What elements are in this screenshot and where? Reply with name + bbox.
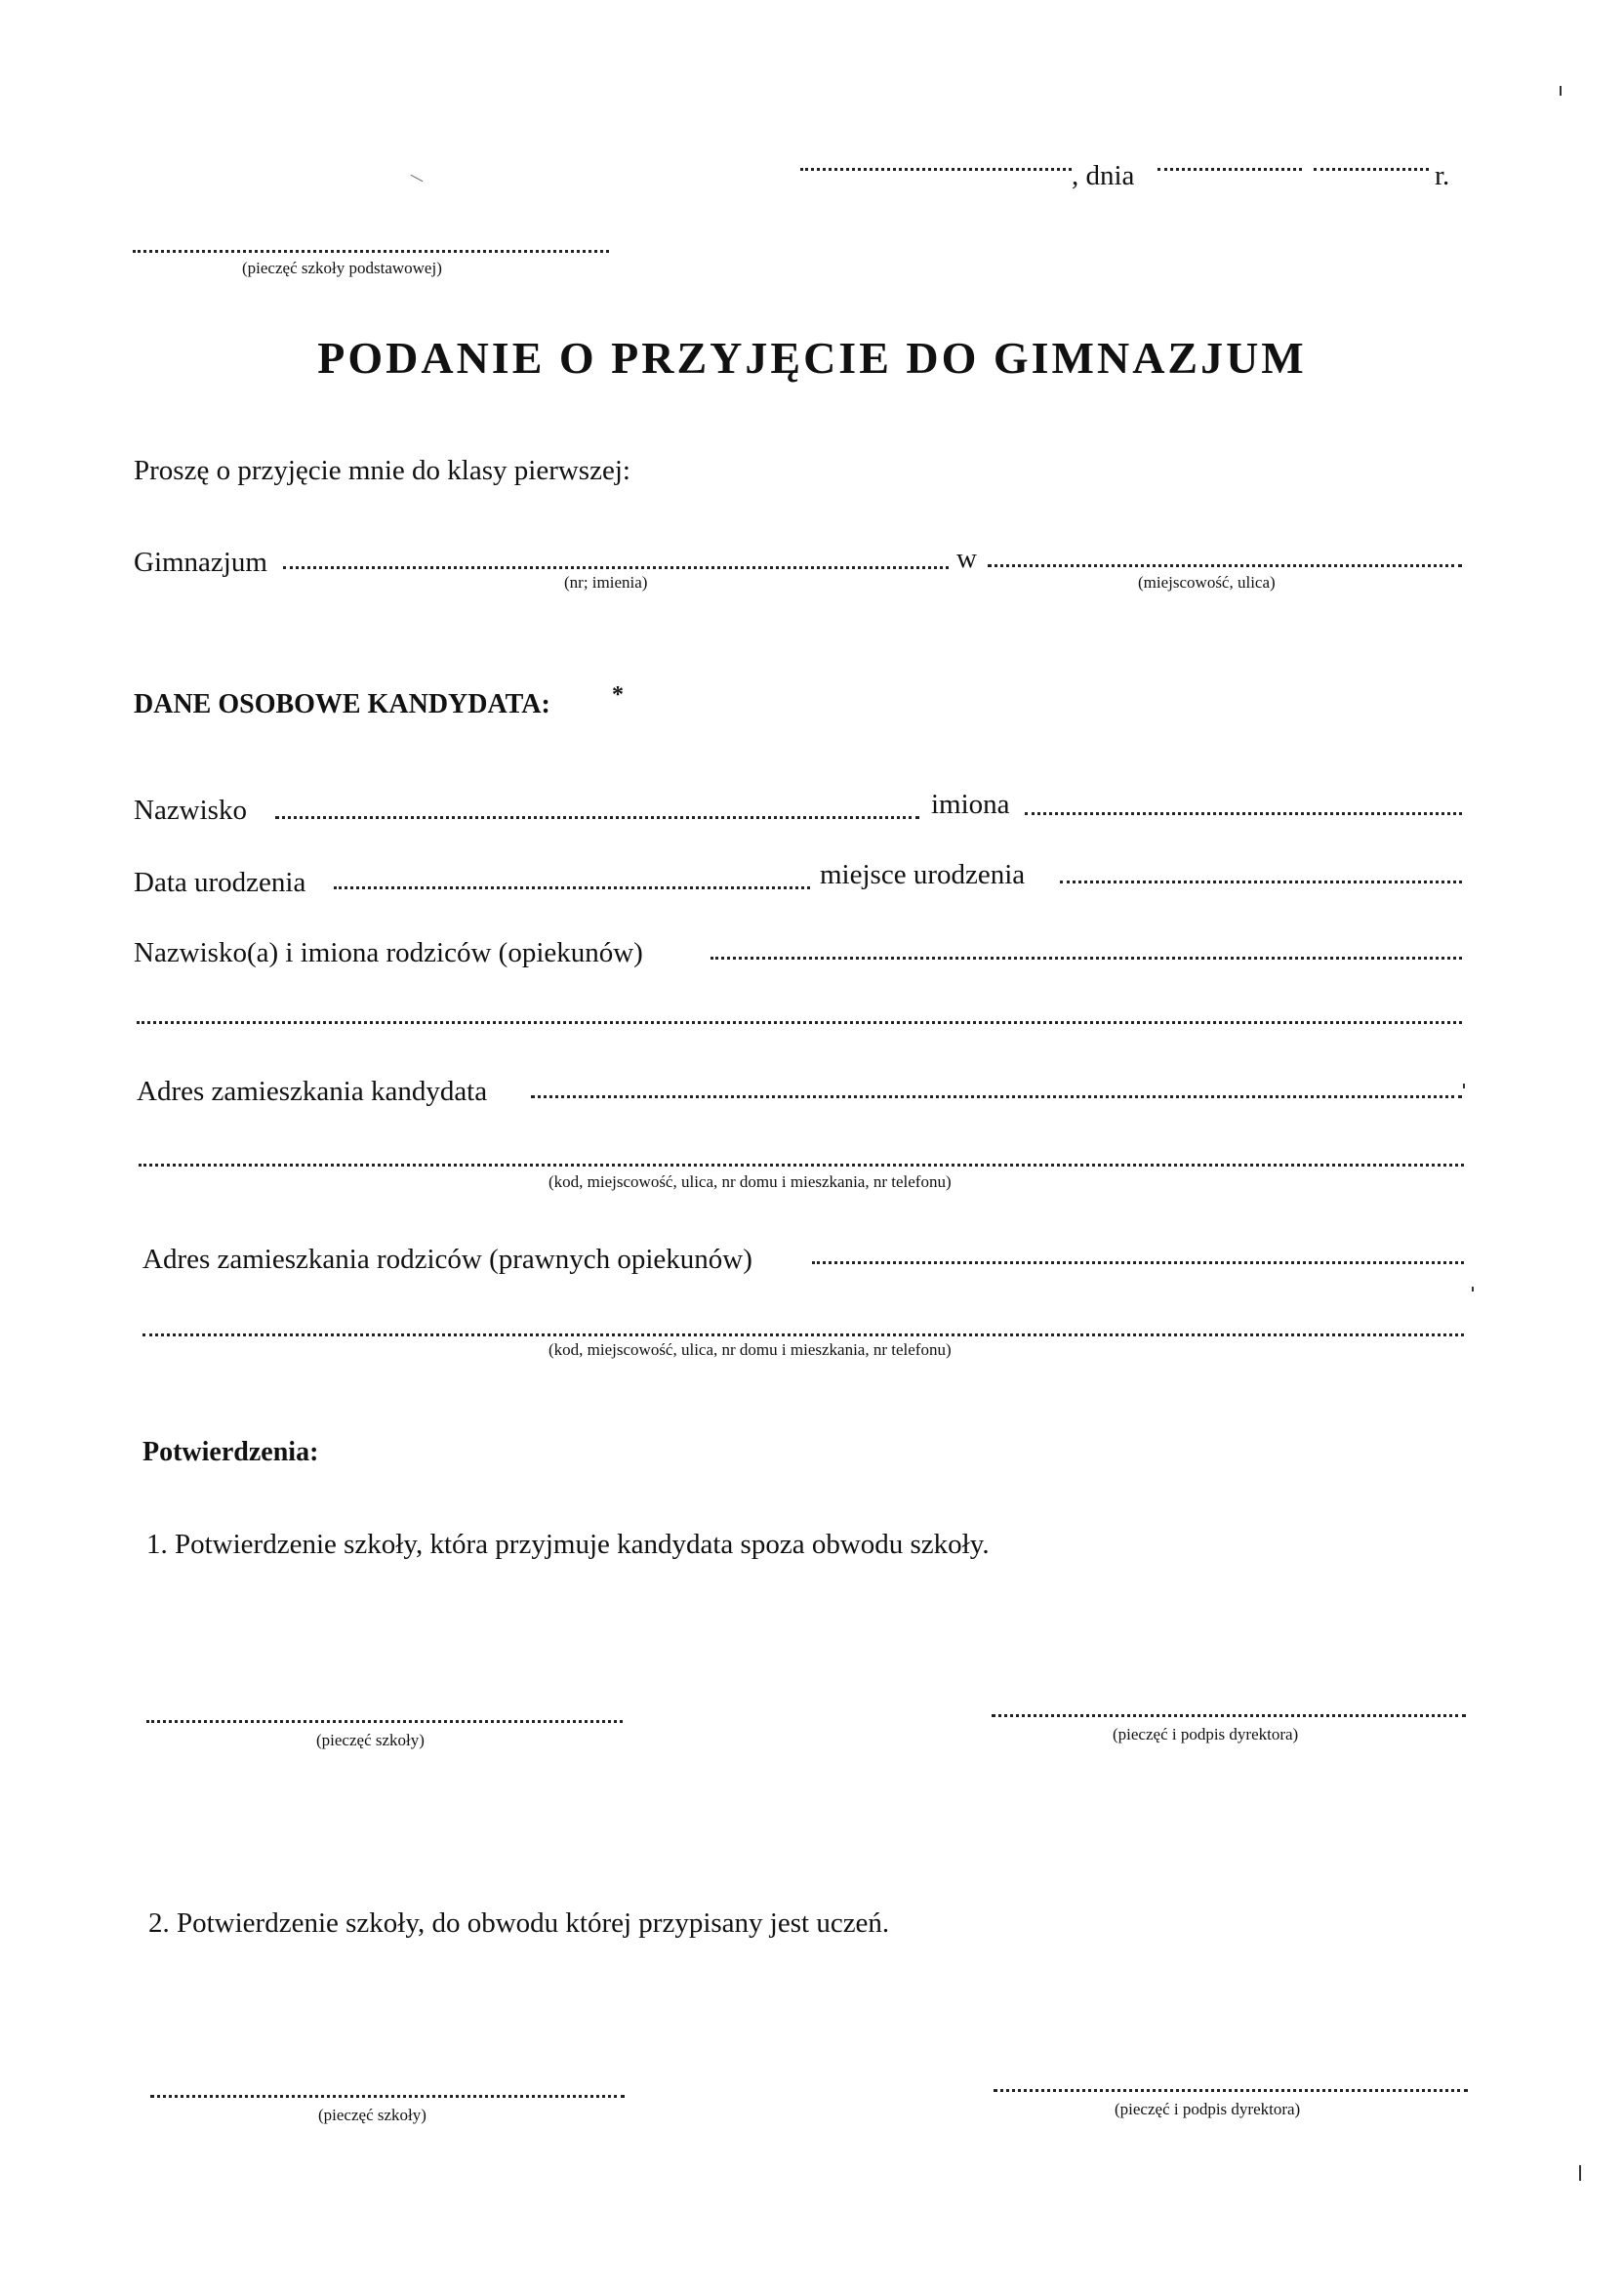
in-label: w <box>956 543 977 574</box>
day-field[interactable] <box>1157 168 1302 171</box>
school-stamp-field-2[interactable] <box>150 2095 625 2098</box>
school-stamp-caption-2: (pieczęć szkoły) <box>318 2106 426 2124</box>
place-field[interactable] <box>800 168 1072 171</box>
parents-names-field-line2[interactable] <box>137 1021 1462 1024</box>
parents-address-field-line2[interactable] <box>142 1333 1464 1336</box>
school-field[interactable] <box>283 566 949 569</box>
surname-label: Nazwisko <box>134 795 247 826</box>
school-caption: (nr; imienia) <box>564 573 648 592</box>
parents-names-field[interactable] <box>710 957 1462 960</box>
director-signature-field-1[interactable] <box>992 1714 1466 1717</box>
request-intro: Proszę o przyjęcie mnie do klasy pierwszej: <box>134 455 630 486</box>
director-signature-caption-2: (pieczęć i podpis dyrektora) <box>1115 2100 1301 2118</box>
scan-speck <box>1472 1287 1474 1292</box>
candidate-address-field-line2[interactable] <box>139 1164 1464 1167</box>
parents-names-label: Nazwisko(a) i imiona rodziców (opiekunów) <box>134 937 643 968</box>
parents-address-label: Adres zamieszkania rodziców (prawnych opiekunów) <box>142 1244 752 1275</box>
birth-place-label: miejsce urodzenia <box>820 859 1026 890</box>
primary-school-stamp-caption: (pieczęć szkoły podstawowej) <box>242 259 442 277</box>
birth-date-field[interactable] <box>334 886 810 889</box>
surname-field[interactable] <box>275 816 919 819</box>
confirmation-item-2: 2. Potwierdzenie szkoły, do obwodu której przypisany jest uczeń. <box>148 1907 890 1939</box>
scan-speck <box>1560 86 1562 96</box>
school-stamp-caption-1: (pieczęć szkoły) <box>316 1731 425 1749</box>
names-label: imiona <box>931 789 1010 820</box>
parents-address-caption: (kod, miejscowość, ulica, nr domu i mieszkania, nr telefonu) <box>548 1340 952 1359</box>
school-stamp-field-1[interactable] <box>146 1720 623 1723</box>
month-year-field[interactable] <box>1314 168 1429 171</box>
candidate-address-label: Adres zamieszkania kandydata <box>137 1076 488 1107</box>
page-title: PODANIE O PRZYJĘCIE DO GIMNAZJUM <box>317 333 1307 383</box>
candidate-address-caption: (kod, miejscowość, ulica, nr domu i mieszkania, nr telefonu) <box>548 1172 952 1191</box>
names-field[interactable] <box>1025 812 1462 815</box>
personal-data-asterisk: * <box>612 682 624 708</box>
scan-speck <box>1463 1084 1465 1088</box>
scan-mark <box>411 175 424 182</box>
personal-data-heading: DANE OSOBOWE KANDYDATA: <box>134 689 550 719</box>
primary-school-stamp-field[interactable] <box>133 250 609 253</box>
parents-address-field[interactable] <box>812 1261 1464 1264</box>
director-signature-field-2[interactable] <box>994 2089 1468 2092</box>
confirmation-item-1: 1. Potwierdzenie szkoły, która przyjmuje kandydata spoza obwodu szkoły. <box>146 1529 990 1560</box>
scan-speck <box>1579 2165 1581 2181</box>
date-r-label: r. <box>1435 160 1450 191</box>
date-dnia-label: , dnia <box>1072 160 1135 191</box>
location-field[interactable] <box>988 564 1462 567</box>
director-signature-caption-1: (pieczęć i podpis dyrektora) <box>1113 1725 1299 1743</box>
location-caption: (miejscowość, ulica) <box>1138 573 1276 592</box>
birth-date-label: Data urodzenia <box>134 867 306 898</box>
birth-place-field[interactable] <box>1060 881 1462 883</box>
school-label: Gimnazjum <box>134 547 267 578</box>
candidate-address-field[interactable] <box>531 1095 1462 1098</box>
confirmations-heading: Potwierdzenia: <box>142 1437 319 1467</box>
